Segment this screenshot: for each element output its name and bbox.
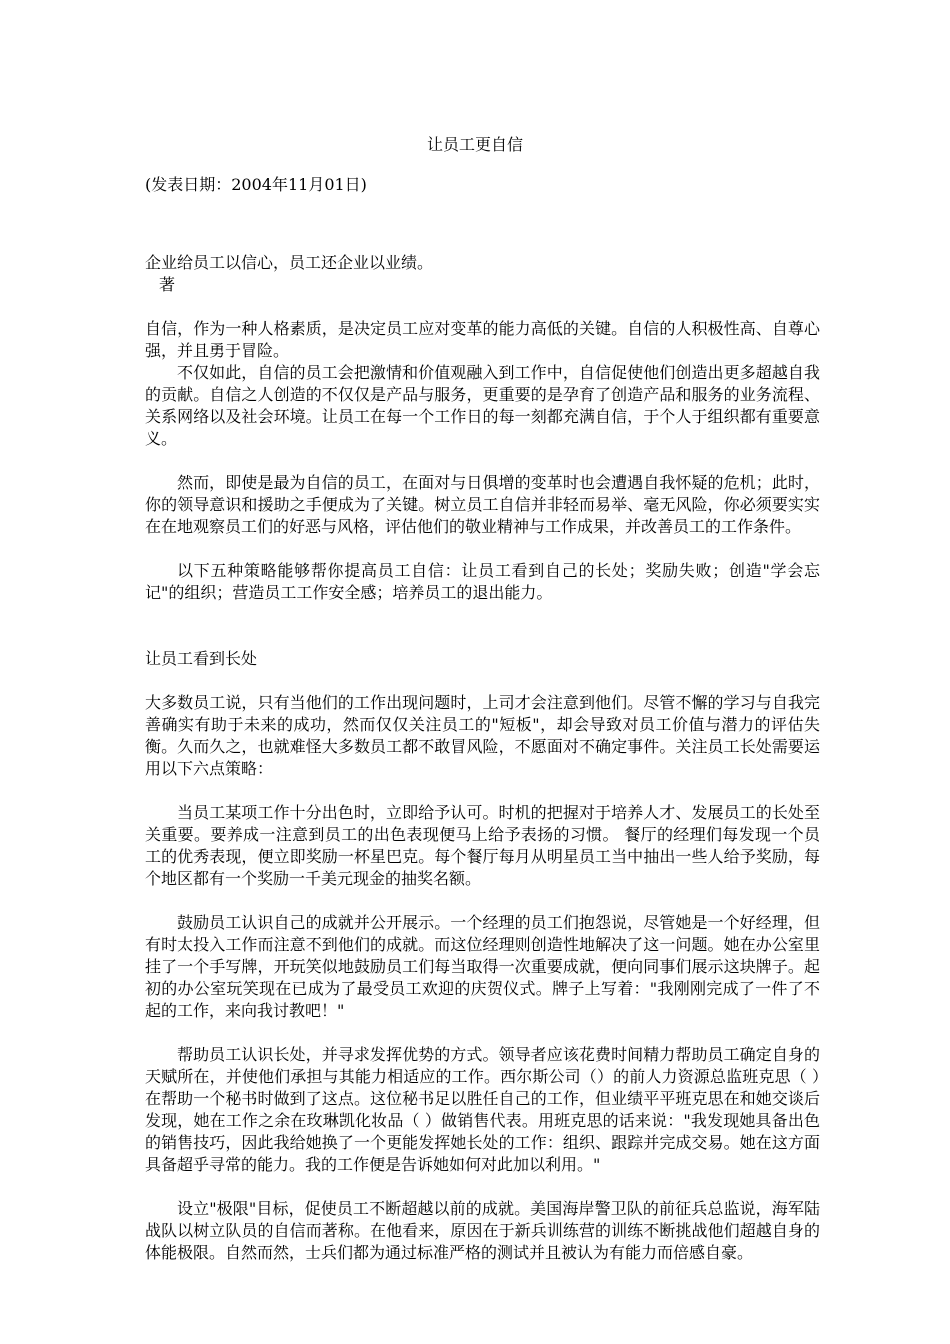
- document-title: 让员工更自信: [426, 135, 523, 154]
- spacer: [145, 450, 820, 472]
- intro-paragraph-4: 以下五种策略能够帮你提高员工自信：让员工看到自己的长处；奖励失败；创造"学会忘记"的组织；营造员工工作安全感；培养员工的退出能力。: [145, 561, 820, 602]
- spacer: [145, 1176, 820, 1198]
- spacer: [145, 780, 820, 802]
- section-paragraph-4: 帮助员工认识长处，并寻求发挥优势的方式。领导者应该花费时间精力帮助员工确定自身的天赋所在，并使他们承担与其能力相适应的工作。西尔斯公司（）的前人力资源总监班克思（ ）在帮助一个秘书时做到了这点。这位秘书足以胜任自己的工作，但业绩平平班克思在和她交谈后发现，她在工作之余在玫琳凯化妆品（ ）做销售代表。用班克思的话来说："我发现她具备出色的销售技巧，因此我给她换了一个更能发挥她长处的工作：组织、跟踪并完成交易。她在这方面具备超乎寻常的能力。我的工作便是告诉她如何对此加以利用。": [145, 1045, 820, 1174]
- author-line: 著: [159, 275, 176, 294]
- spacer: [145, 1022, 820, 1044]
- spacer: [145, 296, 820, 318]
- spacer: [145, 670, 820, 692]
- section-paragraph-5: 设立"极限"目标，促使员工不断超越以前的成就。美国海岸警卫队的前征兵总监说，海军陆战队以树立队员的自信而著称。在他看来，原因在于新兵训练营的训练不断挑战他们超越自身的体能极限。自然而然，士兵们都为通过标准严格的测试并且被认为有能力而倍感自豪。: [145, 1199, 820, 1262]
- intro-paragraph-2: 不仅如此，自信的员工会把激情和价值观融入到工作中，自信促使他们创造出更多超越自我的贡献。自信之人创造的不仅仅是产品与服务，更重要的是孕育了创造产品和服务的业务流程、关系网络以及社会环境。让员工在每一个工作日的每一刻都充满自信，于个人于组织都有重要意义。: [145, 363, 820, 448]
- section-paragraph-1: 大多数员工说，只有当他们的工作出现问题时，上司才会注意到他们。尽管不懈的学习与自我完善确实有助于未来的成功，然而仅仅关注员工的"短板"，却会导致对员工价值与潜力的评估失衡。久而久之，也就难怪大多数员工都不敢冒风险，不愿面对不确定事件。关注员工长处需要运用以下六点策略：: [145, 693, 820, 778]
- spacer: [145, 538, 820, 560]
- section-heading: 让员工看到长处: [145, 649, 258, 668]
- section-paragraph-2: 当员工某项工作十分出色时，立即给予认可。时机的把握对于培养人才、发展员工的长处至关重要。要养成一注意到员工的出色表现便马上给予表扬的习惯。 餐厅的经理们每发现一个员工的优秀表现，便立即奖励一杯星巴克。每个餐厅每月从明星员工当中抽出一些人给予奖励，每个地区都有一个奖励一千美元现金的抽奖名额。: [145, 803, 820, 888]
- intro-paragraph-3: 然而，即使是最为自信的员工，在面对与日俱增的变革时也会遭遇自我怀疑的危机；此时，你的领导意识和援助之手便成为了关键。树立员工自信并非轻而易举、毫无风险，你必须要实实在在地观察员工们的好恶与风格，评估他们的敬业精神与工作成果，并改善员工的工作条件。: [145, 473, 820, 536]
- intro-paragraph-1: 自信，作为一种人格素质，是决定员工应对变革的能力高低的关键。自信的人积极性高、自尊心强，并且勇于冒险。: [145, 319, 820, 360]
- subtitle: 企业给员工以信心，员工还企业以业绩。: [145, 253, 434, 272]
- spacer: [145, 890, 820, 912]
- document-body: [145, 252, 820, 1264]
- spacer: [145, 604, 820, 648]
- publish-date: (发表日期：2004年11月01日): [145, 175, 367, 194]
- section-paragraph-3: 鼓励员工认识自己的成就并公开展示。一个经理的员工们抱怨说，尽管她是一个好经理，但有时太投入工作而注意不到他们的成就。而这位经理则创造性地解决了这一问题。她在办公室里挂了一个手写牌，开玩笑似地鼓励员工们每当取得一次重要成就，便向同事们展示这块牌子。起初的办公室玩笑现在已成为了最受员工欢迎的庆贺仪式。牌子上写着："我刚刚完成了一件了不起的工作，来向我讨教吧！": [145, 913, 820, 1020]
